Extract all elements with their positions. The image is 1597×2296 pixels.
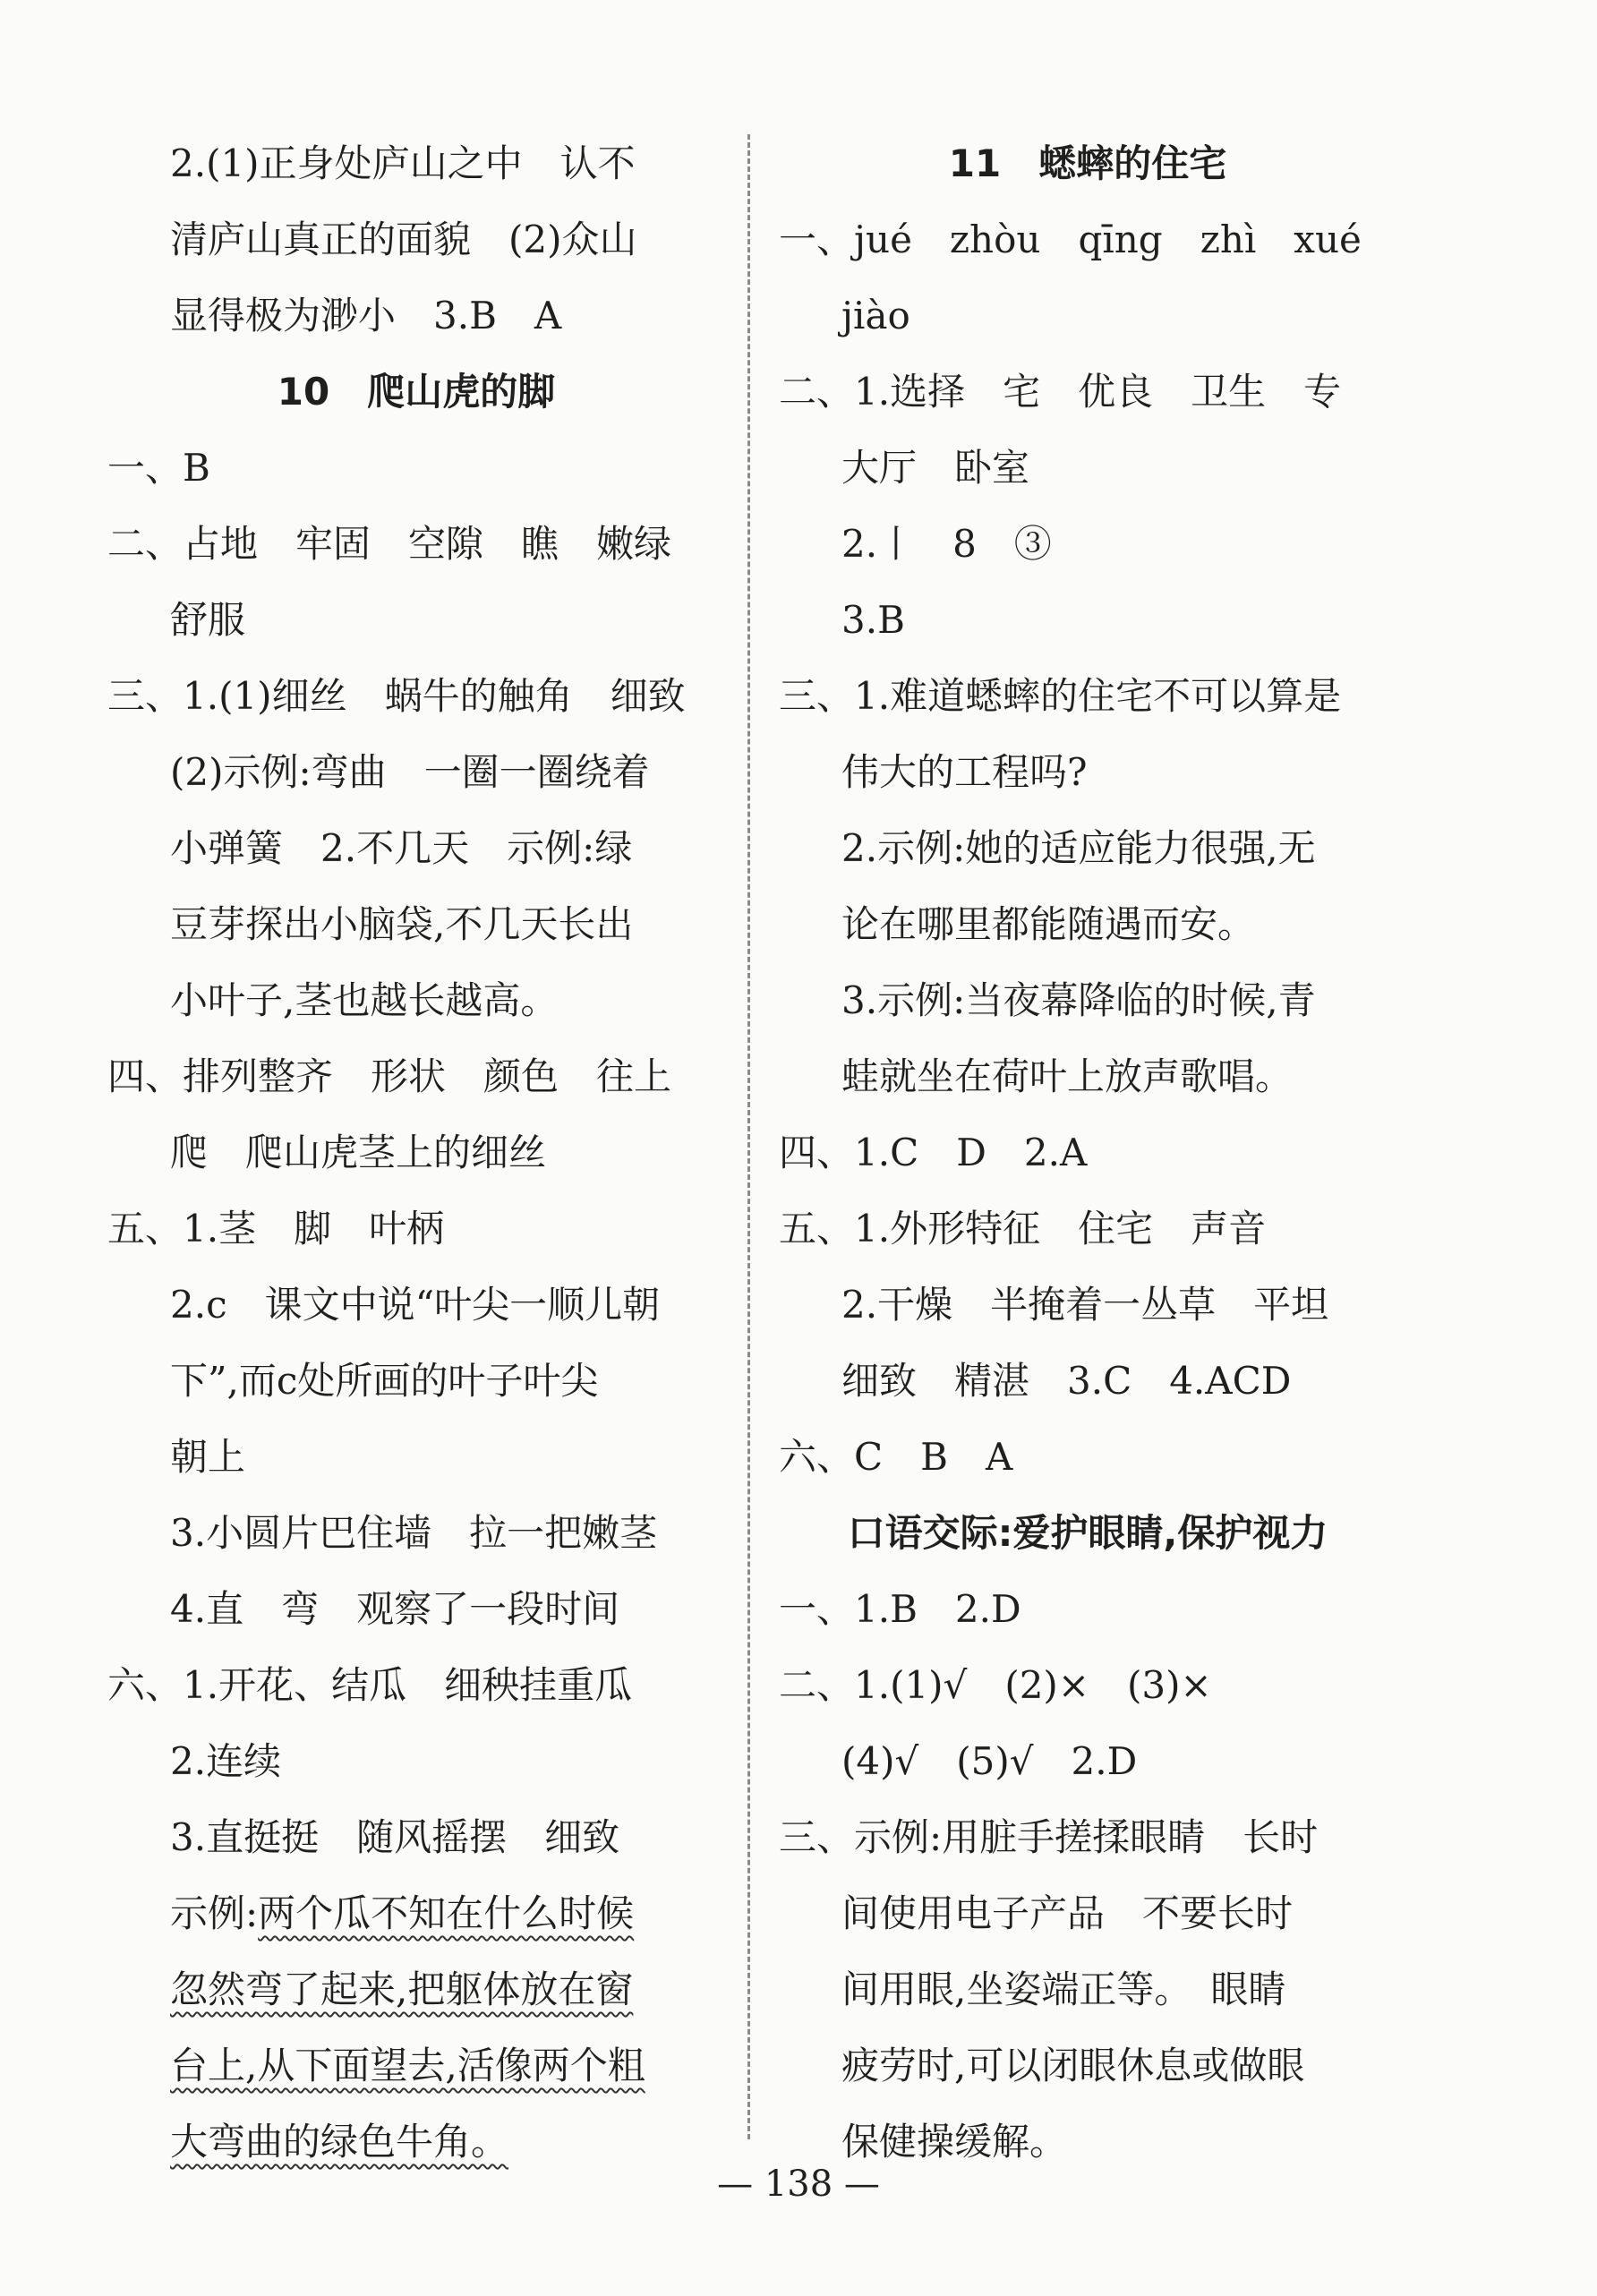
answer-line: 三、1.(1)细丝 蜗牛的触角 细致 [107,674,686,718]
answer-line: 保健操缓解。 [841,2120,1068,2164]
answer-line: 三、示例:用脏手搓揉眼睛 长时 [779,1815,1319,1859]
answer-line: 间使用电子产品 不要长时 [841,1891,1294,1935]
answer-line: 小叶子,茎也越长越高。 [170,978,559,1022]
answer-line: 清庐山真正的面貌 (2)众山 [170,218,637,261]
answer-line: 三、1.难道蟋蟀的住宅不可以算是 [779,674,1342,718]
answer-line: 4.直 弯 观察了一段时间 [170,1587,620,1631]
answer-line: 间用眼,坐姿端正等。 眼睛 [841,1967,1286,2011]
answer-line: (4)√ (5)√ 2.D [841,1739,1138,1783]
answer-line: 二、占地 牢固 空隙 瞧 嫩绿 [107,522,672,566]
answer-line: 五、1.茎 脚 叶柄 [107,1207,445,1250]
answer-line: 一、1.B 2.D [779,1587,1021,1631]
section-title: 口语交际:爱护眼睛,保护视力 [847,1511,1328,1555]
answer-line: 豆芽探出小脑袋,不几天长出 [170,902,634,946]
left-column [107,125,725,2180]
answer-line: (2)示例:弯曲 一圈一圈绕着 [170,750,650,794]
answer-line: 2.连续 [170,1739,282,1783]
answer-line: 论在哪里都能随遇而安。 [841,902,1256,946]
answer-line: 2.示例:她的适应能力很强,无 [841,826,1316,870]
wavy-underlined-text: 忽然弯了起来,把躯体放在窗 [170,1967,634,2011]
answer-line: 显得极为渺小 3.B A [170,294,562,337]
answer-line: 3.示例:当夜幕降临的时候,青 [841,978,1316,1022]
right-column [779,125,1396,2180]
answer-line [107,2027,725,2104]
answer-line: 3.小圆片巴住墙 拉一把嫩茎 [170,1511,658,1555]
answer-line: 五、1.外形特征 住宅 声音 [779,1207,1267,1250]
answer-line: 伟大的工程吗? [841,750,1088,794]
wavy-underlined-text: 大弯曲的绿色牛角。 [170,2120,509,2164]
answer-line: 二、1.(1)√ (2)× (3)× [779,1663,1212,1707]
answer-line: 2.c 课文中说“叶尖一顺儿朝 [170,1283,661,1327]
column-divider [747,134,750,2139]
answer-line: 2.干燥 半掩着一丛草 平坦 [841,1283,1329,1327]
answer-line: 3.B [841,598,905,642]
answer-line: 朝上 [170,1435,246,1479]
answer-line: 3.直挺挺 随风摇摆 细致 [170,1815,620,1859]
answer-line: 小弹簧 2.不几天 示例:绿 [170,826,633,870]
answer-line: 一、jué zhòu qīng zhì xué [779,218,1362,261]
answer-line: 疲劳时,可以闭眼休息或做眼 [841,2044,1305,2087]
answer-line: jiào [841,294,910,337]
answer-line: 一、B [107,446,210,490]
answer-text: 示例: [170,1891,259,1935]
answer-line: 四、1.C D 2.A [779,1131,1088,1174]
page-number: — 138 — [717,2164,880,2205]
answer-line: 大厅 卧室 [841,446,1030,490]
answer-line [107,1875,725,1951]
answer-line: 2.(1)正身处庐山之中 认不 [170,141,636,185]
section-title: 11 蟋蟀的住宅 [948,141,1227,185]
answer-line: 六、1.开花、结瓜 细秧挂重瓜 [107,1663,633,1707]
answer-line [107,1951,725,2027]
wavy-underlined-text: 两个瓜不知在什么时候 [258,1891,635,1935]
answer-line: 爬 爬山虎茎上的细丝 [170,1131,547,1174]
section-title: 10 爬山虎的脚 [277,370,556,414]
answer-line: 二、1.选择 宅 优良 卫生 专 [779,370,1342,414]
answer-line: 舒服 [170,598,246,642]
answer-line: 蛙就坐在荷叶上放声歌唱。 [841,1054,1294,1098]
answer-line: 下”,而c处所画的叶子叶尖 [170,1359,599,1403]
answer-line: 四、排列整齐 形状 颜色 往上 [107,1054,672,1098]
answer-line: 细致 精湛 3.C 4.ACD [841,1359,1292,1403]
wavy-underlined-text: 台上,从下面望去,活像两个粗 [170,2044,645,2087]
answer-line: 2.丨 8 ③ [841,522,1052,566]
answer-line: 六、C B A [779,1435,1013,1479]
